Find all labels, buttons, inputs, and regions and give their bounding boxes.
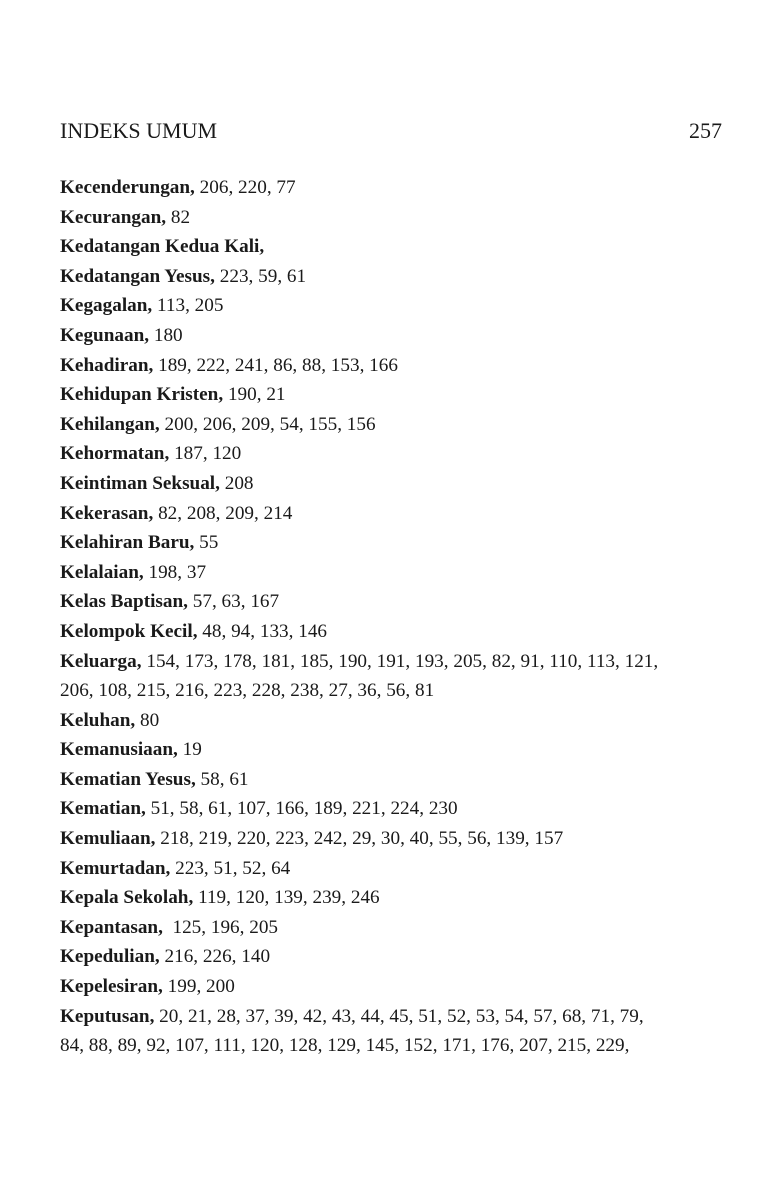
index-pages: 189, 222, 241, 86, 88, 153, 166 (153, 354, 398, 376)
index-pages: 198, 37 (143, 561, 207, 583)
index-pages-continued: 206, 108, 215, 216, 223, 228, 238, 27, 36, 56, 81 (60, 680, 435, 702)
index-entry (60, 499, 722, 529)
index-term: Kepedulian, (60, 946, 160, 968)
index-entry (60, 1002, 722, 1032)
index-entry-continuation (60, 676, 722, 706)
index-term: Kelas Baptisan, (60, 591, 188, 613)
index-entry (60, 913, 722, 943)
index-term: Kemanusiaan, (60, 739, 178, 761)
page-number: 257 (689, 118, 722, 143)
index-pages: 223, 51, 52, 64 (170, 857, 291, 879)
index-entry (60, 203, 722, 233)
index-pages: 190, 21 (223, 384, 286, 406)
index-term: Kemuliaan, (60, 828, 156, 850)
index-entry (60, 942, 722, 972)
index-pages: 80 (135, 709, 160, 731)
index-term: Kedatangan Yesus, (60, 265, 215, 287)
index-term: Kehadiran, (60, 354, 154, 376)
index-pages: 113, 205 (152, 295, 224, 317)
index-entry (60, 617, 722, 647)
index-term: Kekerasan, (60, 502, 154, 524)
index-pages: 199, 200 (162, 976, 235, 998)
index-entry (60, 587, 722, 617)
index-pages: 119, 120, 139, 239, 246 (193, 887, 380, 909)
index-term: Kehormatan, (60, 443, 170, 465)
index-pages: 154, 173, 178, 181, 185, 190, 191, 193, 205, 82, 91, 110, 113, 121, (141, 650, 659, 672)
index-entry (60, 735, 722, 765)
index-term: Kepantasan, (60, 916, 163, 938)
index-pages: 48, 94, 133, 146 (197, 620, 328, 642)
index-pages: 58, 61 (195, 768, 249, 790)
index-entry (60, 173, 722, 203)
index-entry (60, 439, 722, 469)
index-pages: 55 (194, 532, 219, 554)
index-term: Kelalaian, (60, 561, 144, 583)
index-pages: 180 (149, 324, 183, 346)
index-pages-continued: 84, 88, 89, 92, 107, 111, 120, 128, 129, 145, 152, 171, 176, 207, 215, 229, (60, 1035, 630, 1057)
index-pages: 82 (166, 206, 191, 228)
index-entries (60, 173, 722, 1061)
index-entry (60, 232, 722, 262)
index-term: Kegunaan, (60, 324, 150, 346)
index-term: Kepelesiran, (60, 976, 163, 998)
index-pages: 125, 196, 205 (162, 916, 279, 938)
index-pages: 216, 226, 140 (159, 946, 271, 968)
page-header (60, 116, 722, 146)
index-term: Kematian, (60, 798, 146, 820)
index-term: Kecenderungan, (60, 177, 195, 198)
index-pages: 218, 219, 220, 223, 242, 29, 30, 40, 55, 56, 139, 157 (155, 828, 564, 850)
index-term: Kemurtadan, (60, 857, 171, 879)
index-pages: 206, 220, 77 (194, 177, 296, 198)
index-term: Kelompok Kecil, (60, 620, 198, 642)
index-entry (60, 410, 722, 440)
index-pages: 208 (219, 472, 254, 494)
index-pages: 200, 206, 209, 54, 155, 156 (159, 413, 376, 435)
index-entry (60, 262, 722, 292)
index-term: Kelahiran Baru, (60, 532, 195, 554)
index-entry (60, 824, 722, 854)
index-entry (60, 883, 722, 913)
index-entry (60, 794, 722, 824)
index-term: Keputusan, (60, 1005, 155, 1027)
index-entry (60, 380, 722, 410)
index-term: Keintiman Seksual, (60, 472, 220, 494)
index-entry (60, 291, 722, 321)
index-entry (60, 854, 722, 884)
index-entry (60, 765, 722, 795)
index-entry (60, 469, 722, 499)
index-term: Kedatangan Kedua Kali, (60, 236, 265, 258)
index-term: Kehidupan Kristen, (60, 384, 224, 406)
index-pages: 57, 63, 167 (187, 591, 280, 613)
index-term: Kematian Yesus, (60, 768, 196, 790)
index-term: Keluhan, (60, 709, 136, 731)
index-pages: 20, 21, 28, 37, 39, 42, 43, 44, 45, 51, 52, 53, 54, 57, 68, 71, 79, (154, 1005, 644, 1027)
index-entry (60, 647, 722, 677)
index-entry (60, 972, 722, 1002)
index-term: Kepala Sekolah, (60, 887, 194, 909)
index-pages: 51, 58, 61, 107, 166, 189, 221, 224, 230 (145, 798, 458, 820)
index-term: Kegagalan, (60, 295, 153, 317)
index-entry (60, 351, 722, 381)
index-pages: 82, 208, 209, 214 (153, 502, 293, 524)
index-term: Kecurangan, (60, 206, 167, 228)
index-entry (60, 558, 722, 588)
index-entry (60, 321, 722, 351)
index-term: Kehilangan, (60, 413, 160, 435)
index-pages: 187, 120 (169, 443, 242, 465)
index-pages: 19 (177, 739, 202, 761)
running-title: INDEKS UMUM (60, 118, 218, 143)
index-pages: 223, 59, 61 (214, 265, 307, 287)
index-entry (60, 706, 722, 736)
index-entry (60, 528, 722, 558)
index-term: Keluarga, (60, 650, 142, 672)
index-entry-continuation (60, 1031, 722, 1061)
